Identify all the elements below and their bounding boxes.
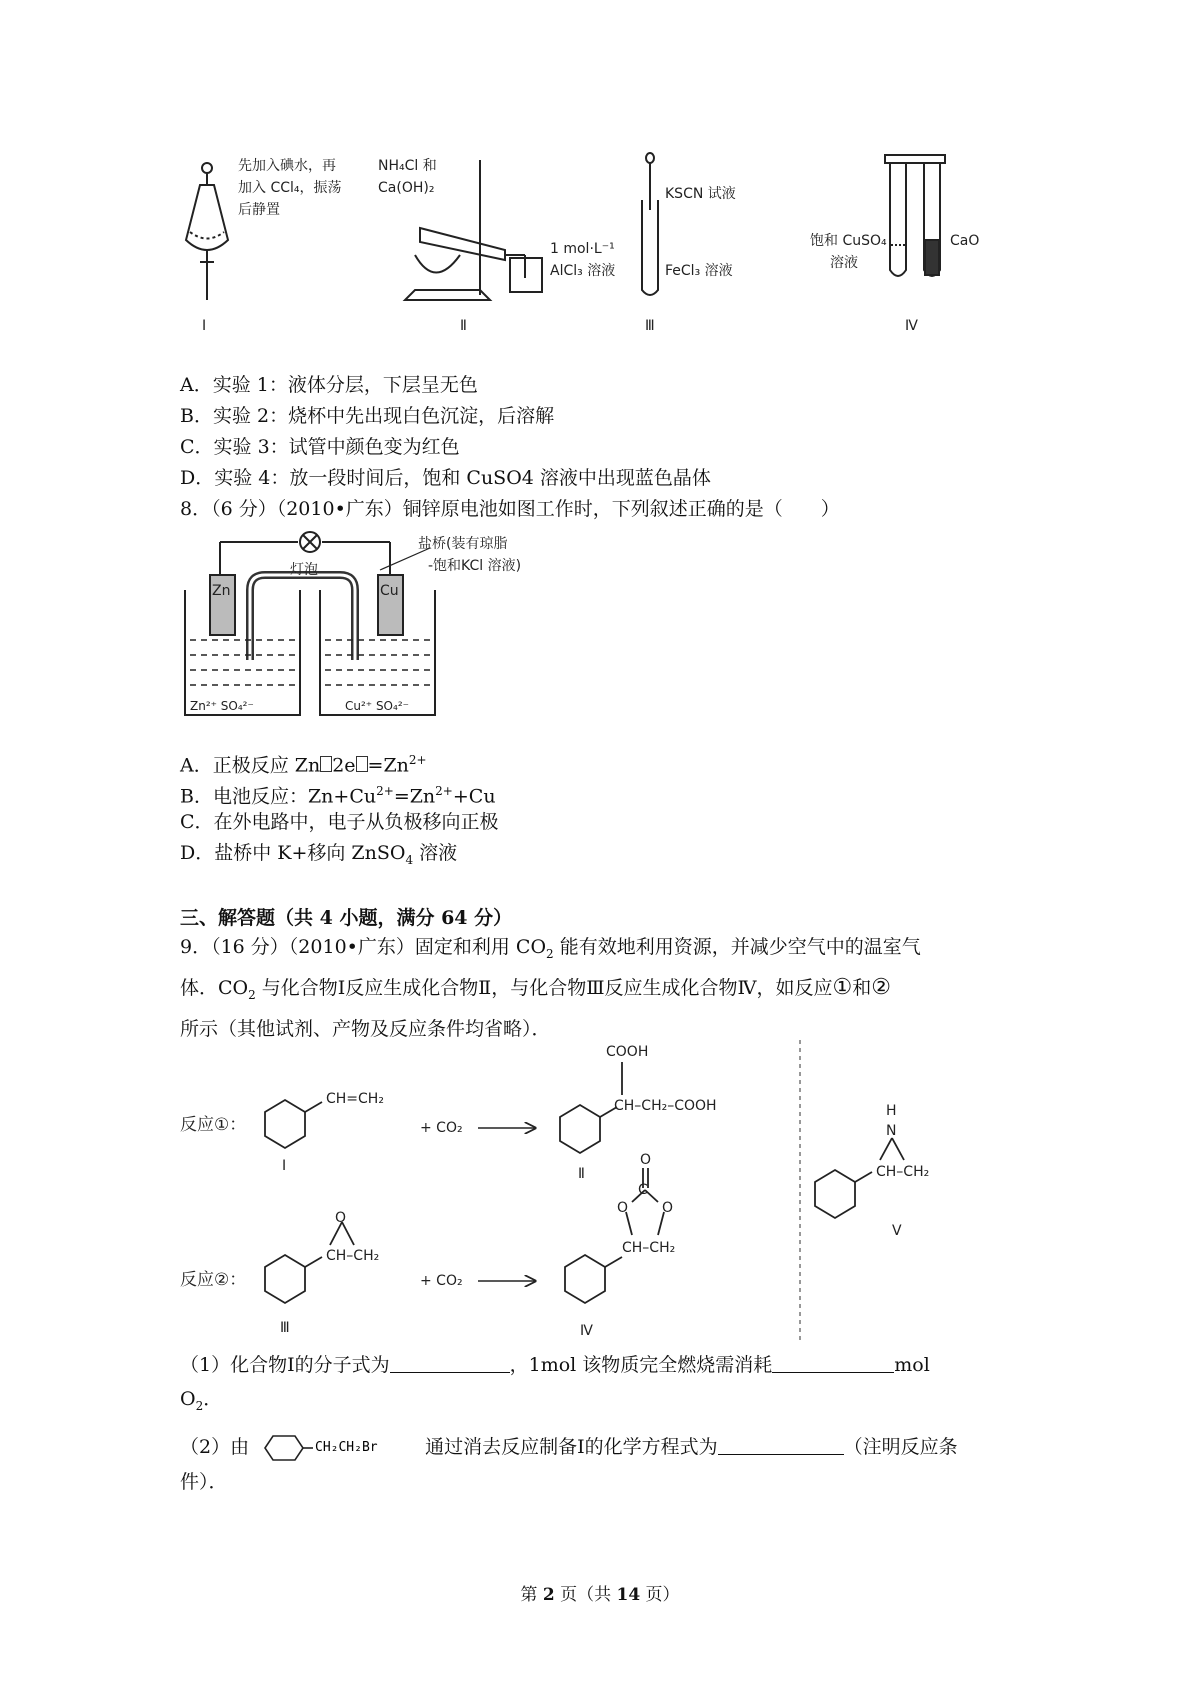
section-heading: 三、解答题（共 4 小题，满分 64 分） [180,907,513,929]
q8-option-b: B．电池反应：$Zn+Cu^{2+}=Zn^{2+}+Cu$ [180,784,496,808]
q9-part-2: （2）由 CH₂CH₂Br 通过消去反应制备Ⅰ的化学方程式为 （注明反应条 件）． [180,1430,1020,1499]
galvanic-cell-figure [180,530,570,730]
cu-electrode-label: Cu [380,583,399,599]
fig-III-label-1: KSCN 试液 [665,186,736,202]
aziridine-nitrogen: N [886,1123,897,1139]
benzene-ring-icon [565,1168,664,1303]
compound-V-label: Ⅴ [892,1223,902,1239]
carbonyl-oxygen: O [640,1152,652,1168]
fig-II-label-3: 1 mol·L⁻¹ [550,241,615,257]
fig-III-label-2: FeCl₃ 溶液 [665,263,733,279]
right-ions-label: Cu²⁺ SO₄²⁻ [345,699,409,713]
aziridine-hydrogen: H [886,1103,897,1119]
fig-I-label-3: 后静置 [238,202,280,218]
plus-co2-1: + CO₂ [420,1120,463,1136]
q9-stem: 9．（16 分）（2010•广东）固定和利用 $CO_2$ 能有效地利用资源，并减少空气中的温室气 体．$CO_2$ 与化合物Ⅰ反应生成化合物Ⅱ，与化合物Ⅲ反应生成化合物Ⅳ，如反应①和② 所示（其他试剂、产物及反应条件均省略）． [180,936,921,1040]
bulb-label: 灯泡 [290,562,318,578]
answer-blank-formula[interactable] [390,1352,510,1373]
fig-II-label-2: Ca(OH)₂ [378,180,435,196]
q7-option-b: B．实验 2：烧杯中先出现白色沉淀，后溶解 [180,405,555,427]
salt-bridge-label-2: -饱和KCl 溶液) [428,558,522,574]
ring-oxygen-2: O [662,1200,674,1216]
fig-IV-label-3: CaO [950,233,980,249]
missing-glyph-icon [356,756,368,772]
carbonate-group: CH–CH₂ [622,1240,676,1256]
reaction-scheme [180,1040,1040,1350]
q8-stem: 8．（6 分）（2010•广东）铜锌原电池如图工作时，下列叙述正确的是（ ） [180,498,840,520]
missing-glyph-icon [320,756,332,772]
ring-oxygen-1: O [617,1200,629,1216]
answer-blank-oxygen[interactable] [772,1352,894,1373]
left-ions-label: Zn²⁺ SO₄²⁻ [190,699,254,713]
reaction-1-label: 反应①： [180,1115,247,1135]
zn-electrode-label: Zn [212,583,231,599]
test-tube-diagram [642,153,658,295]
two-tube-diagram [885,155,945,276]
benzene-ring-icon [560,1062,622,1153]
fig-IV-label-1: 饱和 CuSO₄ [810,233,887,249]
cooh-group: COOH [606,1044,649,1060]
fig-IV-numeral: Ⅳ [905,318,918,334]
vinyl-group: CH=CH₂ [326,1091,384,1107]
epoxide-group: CH–CH₂ [326,1248,380,1264]
q8-option-a: A．正极反应 Zn $2e =Zn^{2+}$ [180,753,427,777]
q8-option-c: C．在外电路中，电子从负极移向正极 [180,811,499,833]
fig-III-numeral: Ⅲ [645,318,655,334]
reaction-2-label: 反应②： [180,1270,247,1290]
q7-option-a: A．实验 1：液体分层，下层呈无色 [180,374,478,396]
experiment-figure [180,150,1030,350]
fig-II-numeral: Ⅱ [460,318,467,334]
salt-bridge-label-1: 盐桥(装有琼脂 [418,536,508,552]
compound-II-label: Ⅱ [578,1166,585,1182]
fig-IV-label-2: 溶液 [830,255,858,271]
page-footer: 第 2 页（共 14 页） [520,1585,680,1605]
fig-I-label-1: 先加入碘水，再 [238,158,336,174]
epoxide-oxygen: O [335,1210,347,1226]
svg-text:CH₂CH₂Br: CH₂CH₂Br [315,1440,378,1455]
compound-II-chain: CH–CH₂–COOH [614,1098,717,1114]
carbonate-carbon: C [638,1182,648,1198]
q8-option-d: D．盐桥中 K+移向 ZnSO$_4$ 溶液 [180,842,458,867]
q7-option-c: C．实验 3：试管中颜色变为红色 [180,436,460,458]
plus-co2-2: + CO₂ [420,1273,463,1289]
fig-II-label-1: NH₄Cl 和 [378,158,437,174]
aziridine-group: CH–CH₂ [876,1164,930,1180]
separatory-funnel-diagram [186,163,228,300]
benzene-ring-icon [265,1100,322,1148]
compound-I-label: Ⅰ [282,1158,287,1174]
fig-II-label-4: AlCl₃ 溶液 [550,263,616,279]
compound-III-label: Ⅲ [280,1320,290,1336]
fig-I-label-2: 加入 CCl₄，振荡 [238,180,342,196]
q9-part-1: （1）化合物Ⅰ的分子式为 ，1mol 该物质完全燃烧需消耗 mol $O_2$． [180,1354,930,1413]
phenethyl-bromide-structure [255,1431,425,1465]
compound-IV-label: Ⅳ [580,1323,593,1339]
answer-blank-equation[interactable] [718,1434,844,1455]
fig-I-numeral: Ⅰ [202,318,207,334]
q7-option-d: D．实验 4：放一段时间后，饱和 CuSO4 溶液中出现蓝色晶体 [180,467,711,489]
